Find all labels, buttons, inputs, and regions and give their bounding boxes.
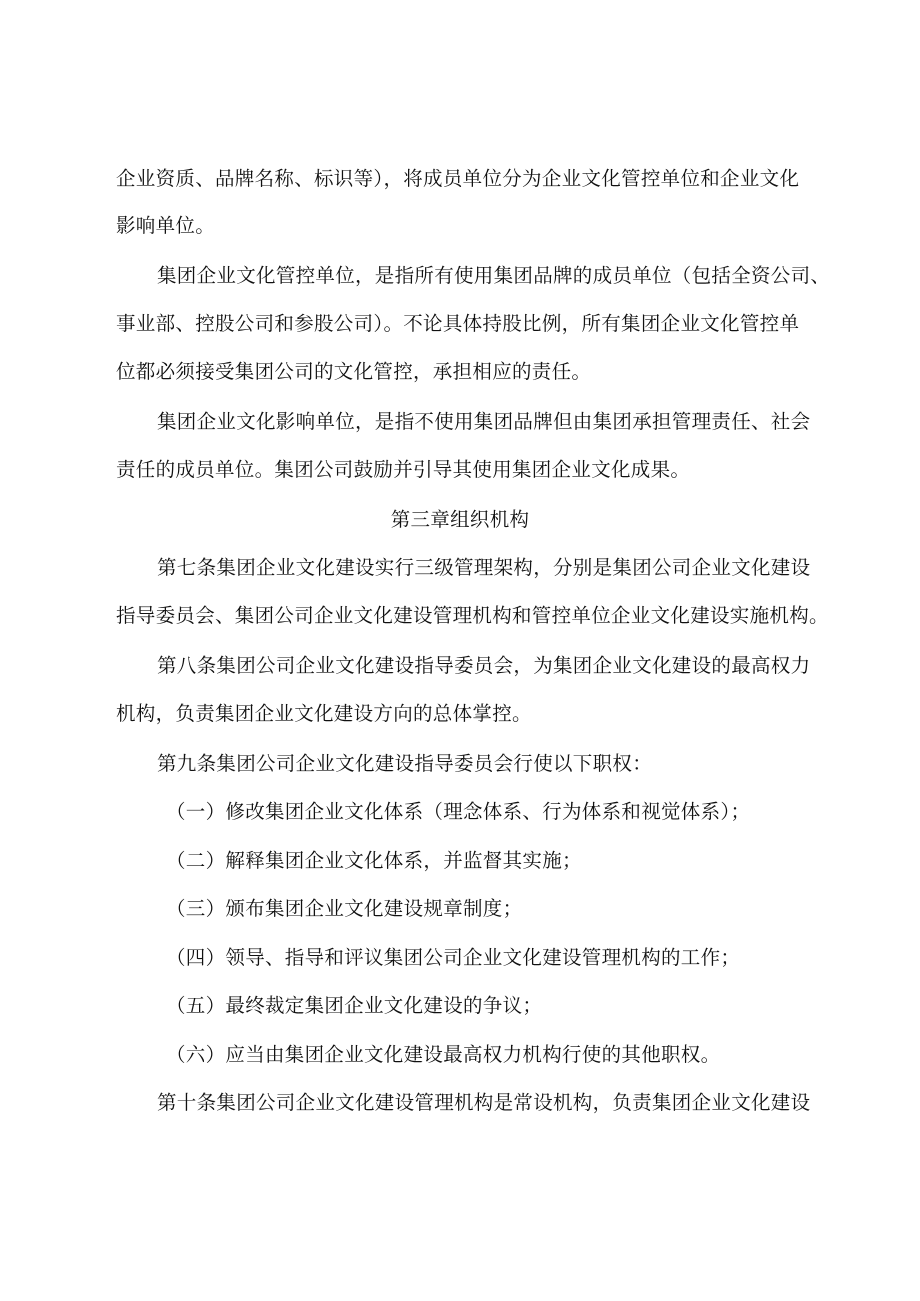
list-item: （一）修改集团企业文化体系（理念体系、行为体系和视觉体系）； <box>166 800 751 823</box>
list-item: （三）颁布集团企业文化建设规章制度； <box>166 897 523 920</box>
paragraph-line: 责任的成员单位。集团公司鼓励并引导其使用集团企业文化成果。 <box>116 458 691 481</box>
paragraph-line: 第七条集团企业文化建设实行三级管理架构，分别是集团公司企业文化建设 <box>157 556 811 579</box>
paragraph-line: 指导委员会、集团公司企业文化建设管理机构和管控单位企业文化建设实施机构。 <box>116 604 829 627</box>
list-item: （六）应当由集团企业文化建设最高权力机构行使的其他职权。 <box>166 1043 721 1066</box>
paragraph-line: 企业资质、品牌名称、标识等），将成员单位分为企业文化管控单位和企业文化 <box>116 167 800 190</box>
paragraph-line: 事业部、控股公司和参股公司）。不论具体持股比例，所有集团企业文化管控单 <box>116 312 800 335</box>
list-item: （二）解释集团企业文化体系，并监督其实施； <box>166 849 582 872</box>
list-item: （五）最终裁定集团企业文化建设的争议； <box>166 994 543 1017</box>
paragraph-line: 第八条集团公司企业文化建设指导委员会，为集团企业文化建设的最高权力 <box>157 654 811 677</box>
list-item: （四）领导、指导和评议集团公司企业文化建设管理机构的工作； <box>166 946 741 969</box>
paragraph-line: 第九条集团公司企业文化建设指导委员会行使以下职权： <box>157 752 653 775</box>
paragraph-line: 集团企业文化影响单位，是指不使用集团品牌但由集团承担管理责任、社会 <box>157 410 811 433</box>
paragraph-line: 集团企业文化管控单位，是指所有使用集团品牌的成员单位（包括全资公司、 <box>157 264 831 287</box>
paragraph-line: 影响单位。 <box>116 214 216 237</box>
paragraph-line: 机构，负责集团企业文化建设方向的总体掌控。 <box>116 702 532 725</box>
chapter-heading: 第三章组织机构 <box>390 508 530 531</box>
paragraph-line: 第十条集团公司企业文化建设管理机构是常设机构，负责集团企业文化建设 <box>157 1091 811 1114</box>
paragraph-line: 位都必须接受集团公司的文化管控，承担相应的责任。 <box>116 360 592 383</box>
